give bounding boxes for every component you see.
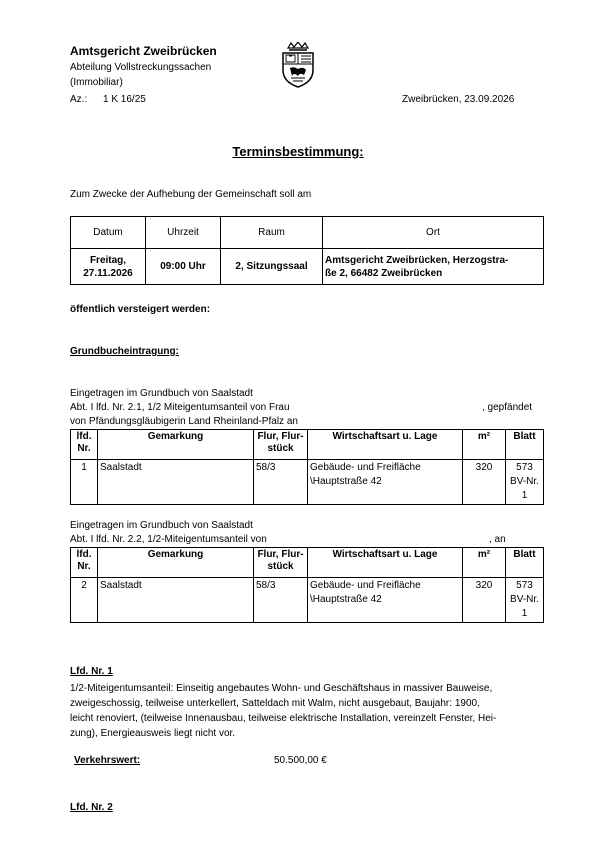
ort-line-2: ße 2, 66482 Zweibrücken [325, 267, 443, 279]
col-flur: Flur, Flur- stück [254, 430, 308, 460]
verkehrswert-label: Verkehrswert: [74, 755, 141, 766]
entry2-line1: Eingetragen im Grundbuch von Saalstadt [70, 520, 253, 531]
col-wirtschaftsart: Wirtschaftsart u. Lage [308, 430, 463, 460]
col-blatt: Blatt [506, 430, 544, 460]
lfd1-desc-line: leicht renoviert, (teilweise Innenausbau, teilweise elektrische Installation, vereinzelt Fenster, Hei- [70, 713, 497, 724]
lfd1-description [70, 681, 496, 741]
grundbuch-table-1 [70, 429, 544, 505]
az-value: 1 K 16/25 [103, 94, 146, 105]
grundbuch-heading: Grundbucheintragung: [70, 346, 179, 357]
court-name: Amtsgericht Zweibrücken [70, 44, 217, 58]
cell-wirtschaftsart: Gebäude- und Freifläche \Hauptstraße 42 [308, 460, 463, 505]
cell-blatt: 573 BV-Nr. 1 [506, 460, 544, 505]
verkehrswert-value: 50.500,00 € [274, 755, 327, 766]
col-lfd-nr: lfd. Nr. [71, 548, 98, 578]
department: Abteilung Vollstreckungssachen [70, 62, 212, 73]
col-qm: m² [463, 430, 506, 460]
entry1-line3: von Pfändungsgläubigerin Land Rheinland-Pfalz an [70, 416, 298, 427]
header-ort: Ort [323, 217, 544, 249]
cell-nr: 2 [71, 578, 98, 623]
lfd2-heading: Lfd. Nr. 2 [70, 802, 113, 813]
datum-date: 27.11.2026 [83, 267, 133, 279]
col-gemarkung: Gemarkung [98, 548, 254, 578]
department-subject: (Immobiliar) [70, 77, 123, 88]
az-label: Az.: [70, 94, 88, 105]
col-qm: m² [463, 548, 506, 578]
cell-flur: 58/3 [254, 578, 308, 623]
grundbuch-table-2 [70, 547, 544, 623]
col-gemarkung: Gemarkung [98, 430, 254, 460]
cell-gemarkung: Saalstadt [98, 578, 254, 623]
termin-ort [323, 249, 544, 285]
table-row [71, 578, 544, 623]
cell-qm: 320 [463, 578, 506, 623]
lfd1-desc-line: zweigeschossig, teilweise unterkellert, Satteldach mit Walm, nicht ausgebaut, Baujahr: 1900, [70, 698, 480, 709]
header-uhrzeit: Uhrzeit [146, 217, 221, 249]
entry1-line1: Eingetragen im Grundbuch von Saalstadt [70, 388, 253, 399]
place-date: Zweibrücken, 23.09.2026 [402, 94, 515, 105]
lfd1-desc-line: 1/2-Miteigentumsanteil: Einseitig angebautes Wohn- und Geschäftshaus in massiver Bauweise, [70, 683, 493, 694]
termin-raum: 2, Sitzungssaal [221, 249, 323, 285]
cell-gemarkung: Saalstadt [98, 460, 254, 505]
entry1-line2-right: , gepfändet [482, 402, 533, 413]
intro-text: Zum Zwecke der Aufhebung der Gemeinschaft soll am [70, 189, 312, 200]
entry2-line2: Abt. I lfd. Nr. 2.2, 1/2-Miteigentumsanteil von [70, 534, 267, 545]
entry1-line2: Abt. I lfd. Nr. 2.1, 1/2 Miteigentumsanteil von Frau [70, 402, 290, 413]
col-blatt: Blatt [506, 548, 544, 578]
col-flur: Flur, Flur- stück [254, 548, 308, 578]
page-title: Terminsbestimmung: [232, 144, 364, 159]
cell-qm: 320 [463, 460, 506, 505]
appointment-table [70, 216, 544, 285]
lfd1-desc-line: zung), Energieausweis liegt nicht vor. [70, 728, 236, 739]
datum-weekday: Freitag, [89, 254, 127, 266]
col-wirtschaftsart: Wirtschaftsart u. Lage [308, 548, 463, 578]
termin-uhrzeit: 09:00 Uhr [146, 249, 221, 285]
col-lfd-nr: lfd. Nr. [71, 430, 98, 460]
table-row [71, 460, 544, 505]
ort-line-1: Amtsgericht Zweibrücken, Herzogstra- [325, 254, 509, 266]
versteigert-text: öffentlich versteigert werden: [70, 304, 211, 315]
termin-datum [71, 249, 146, 285]
cell-flur: 58/3 [254, 460, 308, 505]
cell-nr: 1 [71, 460, 98, 505]
cell-wirtschaftsart: Gebäude- und Freifläche \Hauptstraße 42 [308, 578, 463, 623]
entry2-line2-right: , an [489, 534, 506, 545]
header-raum: Raum [221, 217, 323, 249]
header-datum: Datum [71, 217, 146, 249]
cell-blatt: 573 BV-Nr. 1 [506, 578, 544, 623]
lfd1-heading: Lfd. Nr. 1 [70, 666, 113, 677]
coat-of-arms-icon [280, 42, 316, 88]
